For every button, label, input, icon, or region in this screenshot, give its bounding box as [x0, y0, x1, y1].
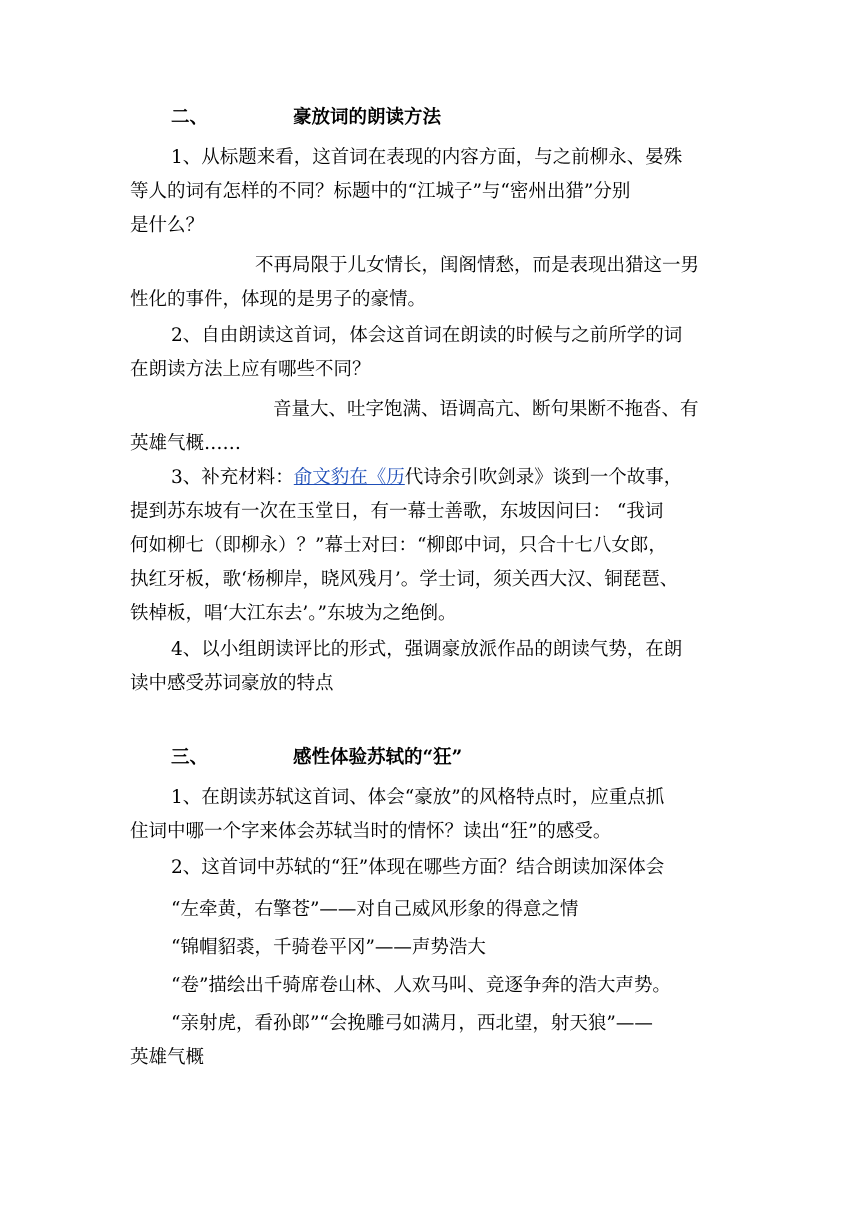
point-line: “左牵黄，右擎苍”——对自己威风形象的得意之情: [171, 899, 579, 920]
section-title: 感性体验苏轼的“狂”: [293, 747, 463, 768]
paragraph-line: 在朗读方法上应有哪些不同？: [130, 359, 371, 380]
paragraph-line: 4、以小组朗读评比的形式，强调豪放派作品的朗读气势，在朗: [171, 639, 683, 660]
point-line: “卷”描绘出千骑席卷山林、人欢马叫、竞逐争奔的浩大声势。: [171, 975, 671, 996]
point-line: “亲射虎，看孙郎”“会挽雕弓如满月，西北望，射天狼”——: [171, 1013, 653, 1034]
paragraph-line: 执红牙板，歌‘杨柳岸，晓风残月’。学士词，须关西大汉、铜琵琶、: [130, 569, 679, 590]
section-heading-3: [171, 746, 781, 770]
section-number: 二、: [171, 107, 209, 128]
section-number: 三、: [171, 747, 209, 768]
paragraph-line: 2、这首词中苏轼的“狂”体现在哪些方面？结合朗读加深体会: [171, 857, 665, 878]
paragraph-line: [171, 466, 781, 490]
section-heading-2: [171, 106, 781, 130]
point-line: 英雄气概: [130, 1047, 205, 1068]
q3-suffix: 代诗余引吹剑录》谈到一个故事，: [404, 467, 683, 488]
paragraph-line: 读中感受苏词豪放的特点: [130, 673, 334, 694]
paragraph-line: 住词中哪一个字来体会苏轼当时的情怀？读出“狂”的感受。: [130, 821, 612, 842]
answer-line: 不再局限于儿女情长，闺阁情愁，而是表现出猎这一男: [255, 255, 700, 276]
q3-prefix: 3、补充材料：: [171, 467, 294, 488]
paragraph-line: 提到苏东坡有一次在玉堂日，有一幕士善歌，东坡因问曰： “我词: [130, 501, 664, 522]
paragraph-line: 1、在朗读苏轼这首词、体会“豪放”的风格特点时，应重点抓: [171, 787, 665, 808]
paragraph-line: 是什么？: [130, 215, 205, 236]
paragraph-line: 2、自由朗读这首词，体会这首词在朗读的时候与之前所学的词: [171, 325, 683, 346]
point-line: “锦帽貂裘，千骑卷平冈”——声势浩大: [171, 937, 486, 958]
paragraph-line: 1、从标题来看，这首词在表现的内容方面，与之前柳永、晏殊: [171, 147, 683, 168]
paragraph-line: 何如柳七（即柳永）？”幕士对曰：“柳郎中词，只合十七八女郎，: [130, 535, 667, 556]
source-link[interactable]: 俞文豹在《历: [293, 467, 405, 488]
paragraph-line: 等人的词有怎样的不同？标题中的“江城子”与“密州出猎”分别: [130, 181, 631, 202]
section-title: 豪放词的朗读方法: [293, 107, 442, 128]
paragraph-line: 铁棹板，唱‘大江东去’。”东坡为之绝倒。: [130, 603, 457, 624]
answer-line: 性化的事件，体现的是男子的豪情。: [130, 289, 427, 310]
answer-line: 音量大、吐字饱满、语调高亢、断句果断不拖沓、有: [273, 399, 699, 420]
answer-line: 英雄气概……: [130, 433, 242, 454]
